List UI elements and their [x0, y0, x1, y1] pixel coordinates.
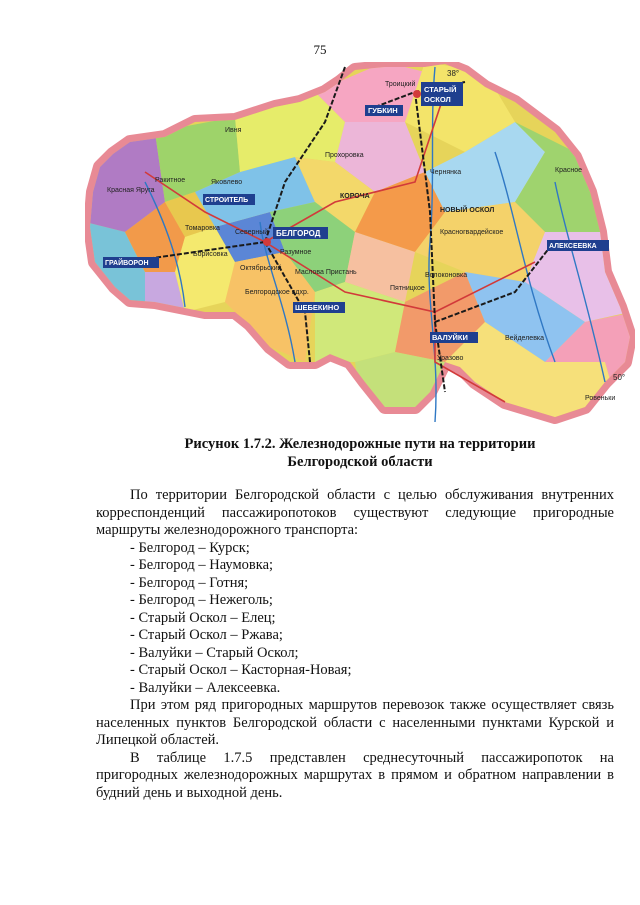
city-dot	[263, 238, 271, 246]
town-label: Красное	[555, 167, 583, 174]
intro-paragraph: По территории Белгородской области с целью обслуживания внутренних корреспонденций пассажиропотоков существуют следующие пригородные маршруты железнодорожного транспорта:	[96, 487, 614, 538]
city-label: ШЕБЕКИНО	[295, 303, 340, 312]
route-item: - Старый Оскол – Ржава;	[130, 627, 283, 643]
map-figure	[85, 62, 635, 432]
town-label: КОРОЧА	[340, 193, 370, 200]
town-label: Ровеньки	[585, 395, 616, 402]
coordinate-label: 38°	[447, 69, 460, 78]
route-item: - Белгород – Курск;	[130, 539, 250, 556]
connection-paragraph: При этом ряд пригородных маршрутов перевозок также осуществляет связь населенных пунктов Белгородской области с населенными пунктами Курской и Липецкой областей.	[96, 697, 614, 748]
city-label: ГРАЙВОРОН	[105, 260, 149, 267]
city-dot	[413, 90, 421, 98]
city-label: ВАЛУЙКИ	[432, 333, 468, 342]
city-label: СТРОИТЕЛЬ	[205, 197, 249, 204]
route-list	[96, 540, 614, 698]
town-label: Борисовка	[193, 251, 228, 258]
city-label: ОСКОЛ	[424, 95, 451, 104]
town-label: Красногвардейское	[440, 229, 504, 236]
figure-caption	[100, 435, 620, 471]
city-label: ГУБКИН	[368, 106, 398, 115]
city-label: СТАРЫЙ	[424, 85, 457, 94]
city-label: АЛЕКСЕЕВКА	[549, 243, 597, 250]
town-label: Вейделевка	[505, 335, 545, 342]
town-label: Яковлево	[211, 179, 243, 186]
town-label: НОВЫЙ ОСКОЛ	[440, 207, 495, 214]
coordinate-label: 50°	[613, 373, 626, 382]
town-label: Маслова Пристань	[295, 269, 357, 276]
town-label: Белгородское вдхр.	[245, 289, 309, 296]
town-label: Разумное	[280, 249, 312, 256]
town-label: Северный	[235, 229, 269, 236]
route-item: - Белгород – Нежеголь;	[130, 592, 273, 608]
city-label: БЕЛГОРОД	[276, 229, 321, 238]
town-label: Красная Яруга	[107, 187, 155, 194]
town-label: Чернянка	[430, 169, 462, 176]
town-label: Троицкий	[385, 81, 416, 88]
route-item: - Белгород – Наумовка;	[130, 557, 274, 573]
caption-line: Белгородской области	[287, 454, 433, 470]
body-text	[96, 487, 614, 802]
belgorod-region-map	[85, 62, 635, 432]
town-label: Ивня	[225, 127, 242, 134]
table-reference-paragraph: В таблице 1.7.5 представлен среднесуточный пассажиропоток на пригородных железнодорожных маршрутах в прямом и обратном направлении в будний день и выходной день.	[96, 749, 614, 801]
route-item: - Старый Оскол – Елец;	[130, 609, 276, 626]
page-number: 75	[313, 42, 327, 57]
route-item: - Валуйки – Алексеевка.	[130, 679, 281, 696]
town-label: Ракитное	[155, 177, 186, 184]
town-label: Пятницкое	[390, 285, 425, 292]
town-label: Уразово	[437, 355, 464, 362]
town-label: Томаровка	[185, 225, 220, 232]
town-label: Октябрьский	[240, 265, 282, 272]
route-item: - Валуйки – Старый Оскол;	[130, 644, 299, 661]
town-label: Прохоровка	[325, 152, 364, 159]
town-label: Волоконовка	[425, 272, 468, 279]
route-item: - Старый Оскол – Касторная-Новая;	[130, 662, 352, 678]
caption-line: Рисунок 1.7.2. Железнодорожные пути на территории	[184, 436, 536, 452]
route-item: - Белгород – Готня;	[130, 574, 249, 591]
